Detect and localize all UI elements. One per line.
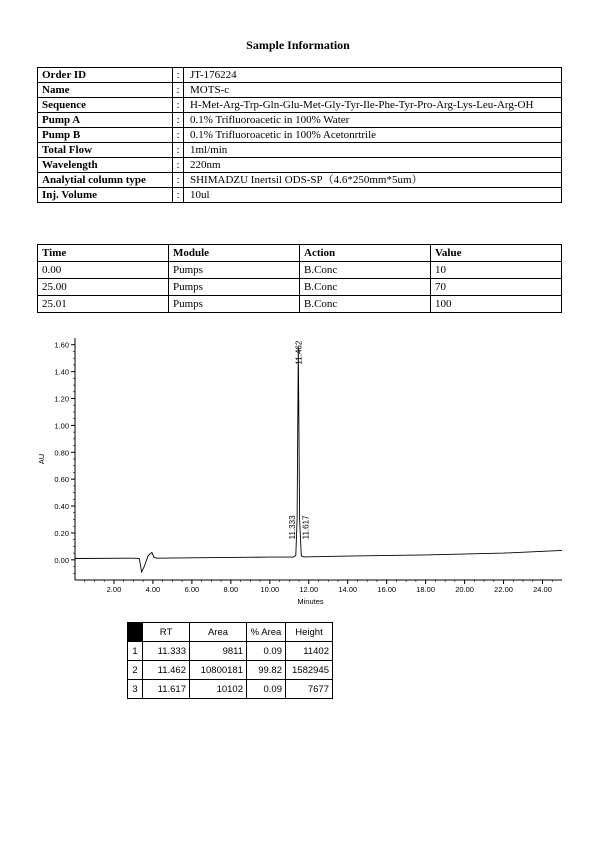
y-tick-label: 0.20 <box>54 528 69 538</box>
peak-cell: 11.462 <box>143 661 190 680</box>
program-row <box>38 296 562 313</box>
x-tick-label: 10.00 <box>260 585 280 594</box>
info-value: SHIMADZU Inertsil ODS-SP（4.6*250mm*5um） <box>184 173 562 188</box>
program-cell: 25.00 <box>38 279 169 296</box>
peak-cell: 11.333 <box>143 642 190 661</box>
peak-cell: 0.09 <box>247 642 286 661</box>
peak-cell: 10800181 <box>190 661 247 680</box>
info-row-name <box>38 83 562 98</box>
sample-info-table <box>37 67 562 203</box>
program-row <box>38 279 562 296</box>
program-row <box>38 262 562 279</box>
peak-cell: 99.82 <box>247 661 286 680</box>
program-cell: B.Conc <box>300 262 431 279</box>
info-separator: : <box>173 98 184 113</box>
x-tick-label: 20.00 <box>455 585 474 594</box>
x-tick-label: 12.00 <box>299 585 319 594</box>
chromatogram-chart <box>0 330 596 610</box>
info-separator: : <box>173 83 184 98</box>
info-row-column-type <box>38 173 562 188</box>
peak-row <box>128 661 333 680</box>
x-tick-label: 22.00 <box>494 585 513 594</box>
info-key: Name <box>38 83 173 98</box>
peak-label: 11.617 <box>301 515 311 540</box>
program-header: Time <box>38 245 169 262</box>
x-tick-label: 2.00 <box>106 585 122 594</box>
peak-index: 2 <box>128 661 143 680</box>
info-key: Wavelength <box>38 158 173 173</box>
info-value: 0.1% Trifluoroacetic in 100% Water <box>184 113 562 128</box>
peak-cell: 1582945 <box>286 661 333 680</box>
program-cell: 25.01 <box>38 296 169 313</box>
y-tick-label: 1.00 <box>54 421 69 431</box>
peak-label: 11.462 <box>294 340 304 365</box>
y-tick-label: 1.40 <box>54 367 69 377</box>
chromatogram-trace <box>75 347 562 572</box>
x-tick-label: 14.00 <box>338 585 358 594</box>
info-separator: : <box>173 173 184 188</box>
peak-row <box>128 642 333 661</box>
peak-cell: 10102 <box>190 680 247 699</box>
info-value: JT-176224 <box>184 68 562 83</box>
x-tick-label: 18.00 <box>416 585 436 594</box>
info-separator: : <box>173 143 184 158</box>
info-value: 0.1% Trifluoroacetic in 100% Acetonrtrile <box>184 128 562 143</box>
program-cell: Pumps <box>169 279 300 296</box>
y-tick-label: 0.80 <box>54 448 69 458</box>
program-cell: 100 <box>431 296 562 313</box>
peak-header-row <box>128 623 333 642</box>
info-row-pump-b <box>38 128 562 143</box>
info-row-wavelength <box>38 158 562 173</box>
peak-cell: 0.09 <box>247 680 286 699</box>
x-tick-label: 16.00 <box>377 585 397 594</box>
info-value: 10ul <box>184 188 562 203</box>
x-tick-label: 4.00 <box>145 585 161 594</box>
peak-header: Height <box>286 623 333 642</box>
peak-header: RT <box>143 623 190 642</box>
info-key: Total Flow <box>38 143 173 158</box>
info-key: Pump B <box>38 128 173 143</box>
x-axis-label: Minutes <box>297 597 324 606</box>
peak-row <box>128 680 333 699</box>
x-tick-label: 24.00 <box>533 585 552 594</box>
info-value: 1ml/min <box>184 143 562 158</box>
program-header-row <box>38 245 562 262</box>
program-cell: Pumps <box>169 262 300 279</box>
y-tick-label: 0.00 <box>54 555 69 565</box>
peak-index: 1 <box>128 642 143 661</box>
peak-cell: 11.617 <box>143 680 190 699</box>
info-separator: : <box>173 188 184 203</box>
info-key: Analytial column type <box>38 173 173 188</box>
info-key: Sequence <box>38 98 173 113</box>
info-row-inj-volume <box>38 188 562 203</box>
peak-table-corner <box>128 623 143 642</box>
program-cell: B.Conc <box>300 296 431 313</box>
y-tick-label: 0.40 <box>54 502 69 512</box>
peak-header: Area <box>190 623 247 642</box>
peak-index: 3 <box>128 680 143 699</box>
program-header: Value <box>431 245 562 262</box>
gradient-program-table <box>37 244 562 313</box>
x-tick-label: 8.00 <box>223 585 239 594</box>
info-value: 220nm <box>184 158 562 173</box>
info-key: Order ID <box>38 68 173 83</box>
program-header: Module <box>169 245 300 262</box>
info-value: H-Met-Arg-Trp-Gln-Glu-Met-Gly-Tyr-Ile-Phe-Tyr-Pro-Arg-Lys-Leu-Arg-OH <box>184 98 562 113</box>
info-row-pump-a <box>38 113 562 128</box>
info-separator: : <box>173 158 184 173</box>
info-row-sequence <box>38 98 562 113</box>
program-cell: 0.00 <box>38 262 169 279</box>
info-row-order-id <box>38 68 562 83</box>
info-key: Pump A <box>38 113 173 128</box>
peak-cell: 9811 <box>190 642 247 661</box>
info-separator: : <box>173 128 184 143</box>
peak-label: 11.333 <box>287 515 297 540</box>
y-tick-label: 0.60 <box>54 475 69 485</box>
x-tick-label: 6.00 <box>184 585 200 594</box>
info-separator: : <box>173 68 184 83</box>
program-header: Action <box>300 245 431 262</box>
peak-table <box>127 622 333 699</box>
info-row-total-flow <box>38 143 562 158</box>
y-tick-label: 1.20 <box>54 394 69 404</box>
y-tick-label: 1.60 <box>54 340 69 350</box>
peak-cell: 11402 <box>286 642 333 661</box>
info-key: Inj. Volume <box>38 188 173 203</box>
program-cell: Pumps <box>169 296 300 313</box>
program-cell: 10 <box>431 262 562 279</box>
y-axis-label: AU <box>37 453 46 465</box>
page-title: Sample Information <box>246 38 350 52</box>
info-value: MOTS-c <box>184 83 562 98</box>
peak-cell: 7677 <box>286 680 333 699</box>
program-cell: 70 <box>431 279 562 296</box>
program-cell: B.Conc <box>300 279 431 296</box>
peak-header: % Area <box>247 623 286 642</box>
info-separator: : <box>173 113 184 128</box>
